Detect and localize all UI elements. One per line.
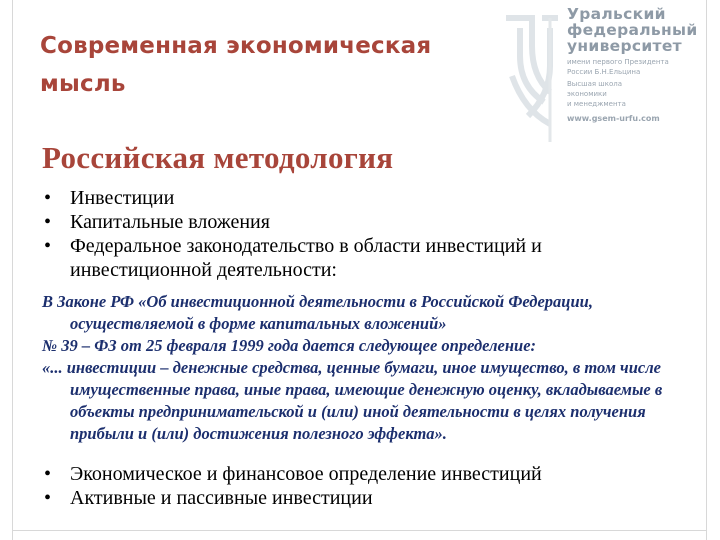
law-paragraph-number: № 39 – ФЗ от 25 февраля 1999 года дается следующее определение: — [42, 336, 537, 355]
list-item — [42, 210, 662, 234]
law-paragraph-definition: «... инвестиции – денежные средства, ценные бумаги, иное имущество, в том числе имущественные права, иные права, имеющие денежную оценку, вкладываемые в объекты предпринимательской и (или) иной деятельности в целях получения прибыли и (или) достижения полезного эффекта». — [42, 358, 663, 443]
bullet-icon: • — [44, 187, 52, 209]
bullet-text: Экономическое и финансовое определение инвестиций — [70, 463, 542, 485]
bullet-icon: • — [44, 463, 52, 485]
logo-tagline-line-2: России Б.Н.Ельцина — [567, 68, 641, 76]
bullet-list-top — [42, 186, 662, 282]
slide-title-line-1: Современная экономическая — [40, 33, 432, 59]
logo-name-line-2: федеральный — [567, 21, 698, 39]
frame-line-left — [12, 0, 13, 540]
slide-title — [40, 27, 520, 103]
list-item — [42, 462, 662, 486]
logo-school-line-2: экономики — [567, 90, 607, 98]
bullet-icon: • — [44, 211, 52, 233]
logo-name-line-3: университет — [567, 37, 682, 55]
list-item — [42, 486, 662, 510]
bullet-text: Активные и пассивные инвестиции — [70, 487, 373, 509]
law-quote-block — [42, 291, 682, 445]
frame-line-bottom — [12, 530, 707, 531]
list-item — [42, 186, 662, 210]
logo-url: www.gsem-urfu.com — [567, 114, 660, 123]
logo-tagline-line-1: имени первого Президента — [567, 58, 669, 66]
law-paragraph-title: В Законе РФ «Об инвестиционной деятельности в Российской Федерации, осуществляемой в форме капитальных вложений» — [42, 292, 593, 333]
logo-school-line-1: Высшая школа — [567, 80, 622, 88]
bullet-list-bottom — [42, 462, 662, 510]
logo-name-line-1: Уральский — [567, 5, 666, 23]
list-item — [42, 234, 662, 282]
logo-school-line-3: и менеджмента — [567, 100, 626, 108]
slide-title-line-2: мысль — [40, 71, 126, 97]
bullet-text: Инвестиции — [70, 187, 175, 209]
bullet-text: Капитальные вложения — [70, 211, 270, 233]
bullet-text: Федеральное законодательство в области инвестиций и инвестиционной деятельности: — [70, 235, 542, 281]
university-logo — [567, 6, 707, 124]
bullet-icon: • — [44, 235, 52, 257]
bullet-icon: • — [44, 487, 52, 509]
section-heading: Российская методология — [42, 140, 394, 175]
